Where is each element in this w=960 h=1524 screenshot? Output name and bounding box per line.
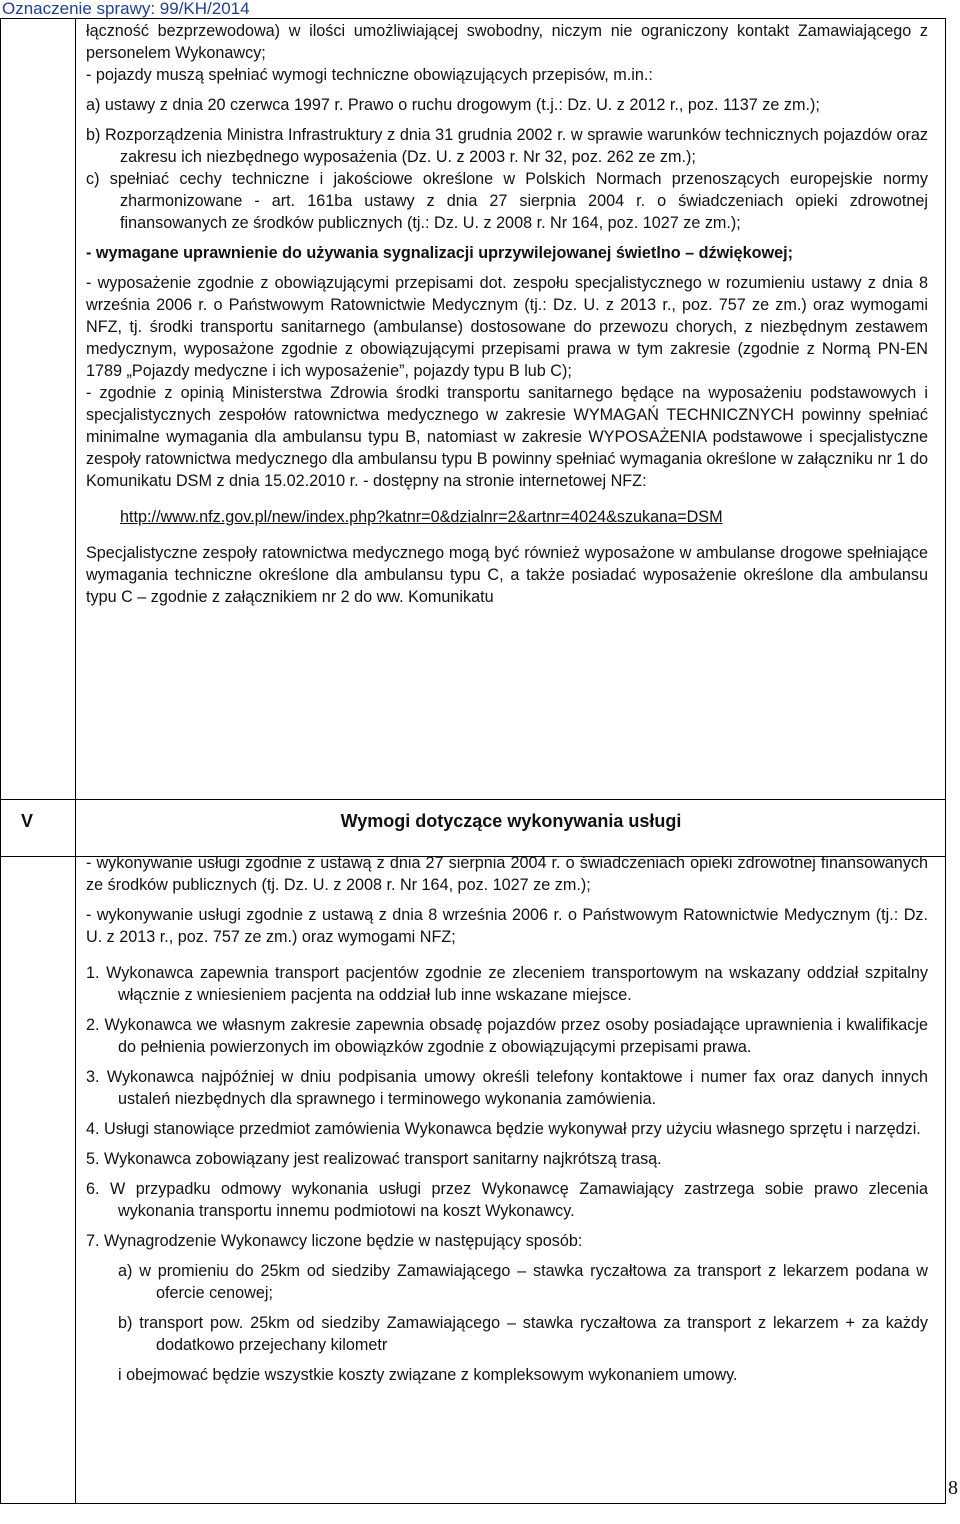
- list-item: 4. Usługi stanowiące przedmiot zamówienia Wykonawca będzie wykonywał przy użyciu własnego sprzętu i narzędzi.: [86, 1120, 921, 1138]
- paragraph: - wyposażenie zgodnie z obowiązującymi przepisami dot. zespołu specjalistycznego w rozumieniu ustawy z dnia 8 września 2006 r. o Państwowym Ratownictwie Medycznym (tj.: Dz. U. z 2013 r., poz. 757 ze zm.) oraz wymogami NFZ, tj. środki transportu sanitarnego (ambulanse) dostosowane do przewozu chorych, z niezbędnym zestawem medycznym, wyposażone zgodnie z obowiązującymi przepisami prawa w tym zakresie (zgodnie z Normą PN-EN 1789 „Pojazdy medyczne i ich wyposażenie”, pojazdy typu B lub C);: [86, 274, 928, 380]
- list-item: b) Rozporządzenia Ministra Infrastruktury z dnia 31 grudnia 2002 r. w sprawie warunków technicznych pojazdów oraz zakresu ich niezbędnego wyposażenia (Dz. U. z 2003 r. Nr 32, poz. 262 ze zm.);: [86, 126, 928, 166]
- lower-content: [86, 852, 928, 1386]
- column-divider: [75, 19, 76, 1503]
- paragraph: - pojazdy muszą spełniać wymogi techniczne obowiązujących przepisów, m.in.:: [86, 66, 653, 84]
- page-number: 8: [948, 1477, 958, 1499]
- list-item: 6. W przypadku odmowy wykonania usługi przez Wykonawcę Zamawiający zastrzega sobie prawo zlecenia wykonania transportu innemu podmiotowi na koszt Wykonawcy.: [86, 1180, 928, 1220]
- paragraph: - wymagane uprawnienie do używania sygnalizacji uprzywilejowanej świetlno – dźwiękowej;: [86, 244, 794, 262]
- paragraph: łączność bezprzewodowa) w ilości umożliwiającej swobodny, niczym nie ograniczony kontakt Zamawiającego z personelem Wykonawcy;: [86, 22, 928, 62]
- document-header: Oznaczenie sprawy: 99/KH/2014: [2, 0, 250, 18]
- section-title: Wymogi dotyczące wykonywania usługi: [340, 811, 682, 831]
- list-item: 2. Wykonawca we własnym zakresie zapewnia obsadę pojazdów przez osoby posiadające uprawnienia i kwalifikacje do pełnienia powierzonych im obowiązków zgodnie z obowiązującymi przepisami prawa.: [86, 1016, 928, 1056]
- section-number: V: [21, 811, 34, 831]
- list-item: a) w promieniu do 25km od siedziby Zamawiającego – stawka ryczałtowa za transport z lekarzem podana w ofercie cenowej;: [118, 1262, 928, 1302]
- list-item: 5. Wykonawca zobowiązany jest realizować transport sanitarny najkrótszą trasą.: [86, 1150, 662, 1168]
- list-item: c) spełniać cechy techniczne i jakościowe określone w Polskich Normach przenoszących europejskie normy zharmonizowane - art. 161ba ustawy z dnia 27 sierpnia 2004 r. o świadczeniach opieki zdrowotnej finansowanych ze środków publicznych (tj.: Dz. U. z 2008 r. Nr 164, poz. 1027 ze zm.);: [86, 170, 928, 232]
- upper-content: [86, 20, 928, 608]
- paragraph: - wykonywanie usługi zgodnie z ustawą z dnia 27 sierpnia 2004 r. o świadczeniach opieki zdrowotnej finansowanych ze środków publicznych (tj. Dz. U. z 2008 r. Nr 164, poz. 1027 ze zm.);: [86, 854, 928, 894]
- list-item: 7. Wynagrodzenie Wykonawcy liczone będzie w następujący sposób:: [86, 1232, 583, 1250]
- paragraph: i obejmować będzie wszystkie koszty związane z kompleksowym wykonaniem umowy.: [118, 1366, 738, 1384]
- list-item: a) ustawy z dnia 20 czerwca 1997 r. Prawo o ruchu drogowym (t.j.: Dz. U. z 2012 r., poz. 1137 ze zm.);: [86, 96, 820, 114]
- list-item: 3. Wykonawca najpóźniej w dniu podpisania umowy określi telefony kontaktowe i numer fax oraz danych innych ustaleń niezbędnych dla sprawnego i terminowego wykonania zamówienia.: [86, 1068, 928, 1108]
- nfz-link[interactable]: http://www.nfz.gov.pl/new/index.php?katnr=0&dzialnr=2&artnr=4024&szukana=DSM: [120, 508, 723, 526]
- paragraph: Specjalistyczne zespoły ratownictwa medycznego mogą być również wyposażone w ambulanse drogowe spełniające wymagania techniczne określone dla ambulansu typu C, a także posiadać wyposażenie określone dla ambulansu typu C – zgodnie z załącznikiem nr 2 do ww. Komunikatu: [86, 544, 928, 606]
- list-item: 1. Wykonawca zapewnia transport pacjentów zgodnie ze zleceniem transportowym na wskazany oddział szpitalny włącznie z wniesieniem pacjenta na oddział lub inne wskazane miejsce.: [86, 964, 928, 1004]
- row-divider: [1, 799, 945, 800]
- list-item: b) transport pow. 25km od siedziby Zamawiającego – stawka ryczałtowa za transport z lekarzem + za każdy dodatkowo przejechany kilometr: [118, 1314, 928, 1354]
- paragraph: - wykonywanie usługi zgodnie z ustawą z dnia 8 września 2006 r. o Państwowym Ratownictwie Medycznym (tj.: Dz. U. z 2013 r., poz. 757 ze zm.) oraz wymogami NFZ;: [86, 906, 928, 946]
- paragraph: - zgodnie z opinią Ministerstwa Zdrowia środki transportu sanitarnego będące na wyposażeniu podstawowych i specjalistycznych zespołów ratownictwa medycznego w zakresie WYMAGAŃ TECHNICZNYCH powinny spełniać minimalne wymagania dla ambulansu typu B, natomiast w zakresie WYPOSAŻENIA podstawowe i specjalistyczne zespoły ratownictwa medycznego dla ambulansu typu B powinny spełniać wymagania określone w załączniku nr 1 do Komunikatu DSM z dnia 15.02.2010 r. - dostępny na stronie internetowej NFZ:: [86, 384, 928, 490]
